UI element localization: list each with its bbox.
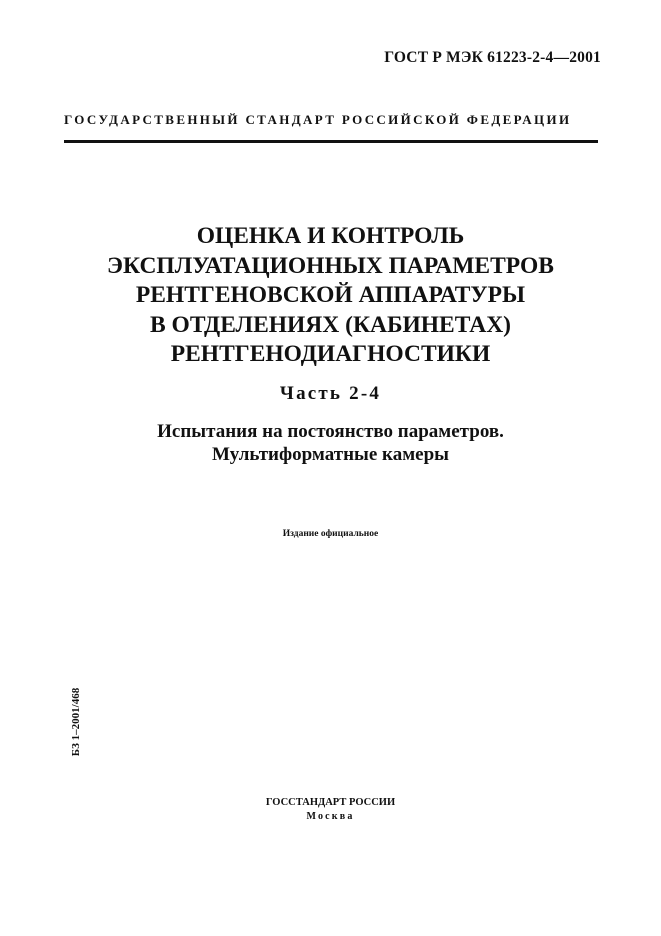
subtitle — [60, 420, 601, 466]
title-line: ЭКСПЛУАТАЦИОННЫХ ПАРАМЕТРОВ — [107, 252, 554, 279]
title-line: В ОТДЕЛЕНИЯХ (КАБИНЕТАХ) — [150, 311, 511, 338]
subtitle-line: Испытания на постоянство параметров. — [157, 421, 504, 442]
subtitle-line: Мультиформатные камеры — [212, 444, 449, 465]
side-code: БЗ 1–2001/468 — [70, 687, 82, 757]
header-divider — [64, 140, 598, 143]
publisher: ГОССТАНДАРТ РОССИИ — [265, 797, 396, 808]
title-line: РЕНТГЕНОДИАГНОСТИКИ — [170, 341, 491, 367]
standard-code: ГОСТ Р МЭК 61223-2-4—2001 — [384, 49, 601, 66]
title-line: РЕНТГЕНОВСКОЙ АППАРАТУРЫ — [135, 282, 526, 308]
part-number: Часть 2-4 — [279, 383, 382, 404]
standard-header: ГОСУДАРСТВЕННЫЙ СТАНДАРТ РОССИЙСКОЙ ФЕДЕРАЦИИ — [64, 112, 572, 127]
main-title — [60, 222, 601, 370]
title-line: ОЦЕНКА И КОНТРОЛЬ — [196, 223, 465, 249]
edition-label: Издание официальное — [282, 529, 379, 539]
publisher-city: Москва — [306, 811, 355, 822]
